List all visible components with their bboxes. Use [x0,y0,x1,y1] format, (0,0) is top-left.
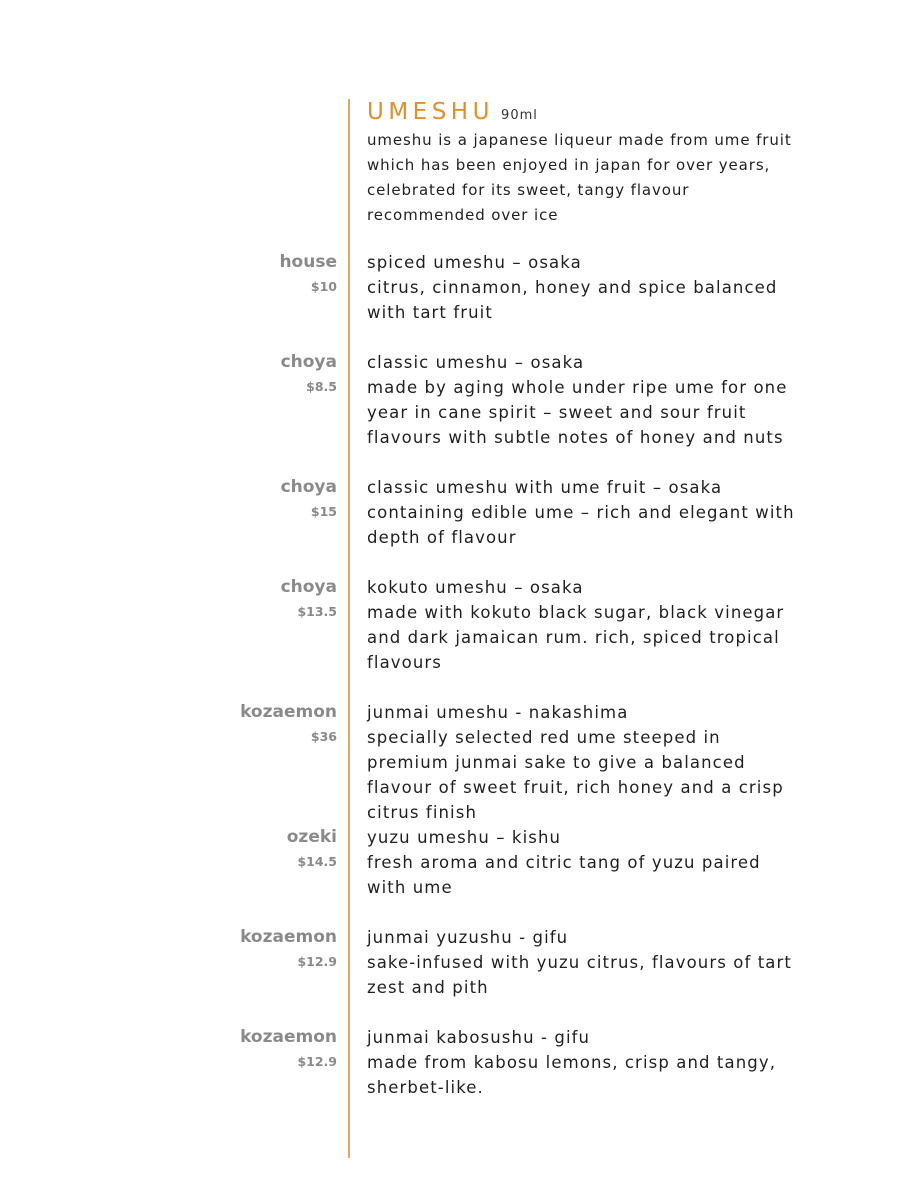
item-name: junmai kabosushu - gifu [367,1028,591,1047]
title-row [367,96,807,128]
item-name: classic umeshu with ume fruit – osaka [367,478,723,497]
item-price: $12.9 [297,1054,337,1069]
item-price: $10 [310,279,337,294]
item-price: $8.5 [306,379,337,394]
item-description: made from kabosu lemons, crisp and tangy, sherbet-like. [367,1053,777,1097]
item-name: yuzu umeshu – kishu [367,828,562,847]
item-producer: kozaemon [240,702,337,722]
item-description: citrus, cinnamon, honey and spice balanced with tart fruit [367,278,778,322]
item-description: containing edible ume – rich and elegant with depth of flavour [367,503,795,547]
item-producer: choya [280,477,337,497]
item-producer: choya [280,577,337,597]
item-description: made with kokuto black sugar, black vinegar and dark jamaican rum. rich, spiced tropical flavours [367,603,785,672]
item-producer: choya [280,352,337,372]
section-header [367,96,807,228]
serving-volume: 90ml [501,108,538,123]
item-producer: kozaemon [240,1027,337,1047]
item-price: $12.9 [297,954,337,969]
item-price: $14.5 [297,854,337,869]
item-text [367,475,797,550]
vertical-divider [348,99,350,1158]
item-text [367,825,797,900]
item-name: junmai umeshu - nakashima [367,703,629,722]
item-price: $15 [310,504,337,519]
item-name: junmai yuzushu - gifu [367,928,569,947]
item-description: specially selected red ume steeped in premium junmai sake to give a balanced flavour of sweet fruit, rich honey and a crisp citrus finish [367,728,784,822]
item-description: fresh aroma and citric tang of yuzu paired with ume [367,853,761,897]
item-producer: house [279,252,337,272]
item-price: $13.5 [297,604,337,619]
item-text [367,575,797,675]
item-producer: ozeki [286,827,337,847]
item-name: kokuto umeshu – osaka [367,578,584,597]
section-intro: umeshu is a japanese liqueur made from ume fruit which has been enjoyed in japan for over years, celebrated for its sweet, tangy flavour recommended over ice [367,131,792,224]
item-producer: kozaemon [240,927,337,947]
item-text [367,700,797,825]
item-text [367,1025,797,1100]
item-price: $36 [310,729,337,744]
section-title: UMESHU [367,99,494,125]
item-name: spiced umeshu – osaka [367,253,582,272]
item-name: classic umeshu – osaka [367,353,585,372]
item-description: sake-infused with yuzu citrus, flavours of tart zest and pith [367,953,792,997]
item-text [367,925,797,1000]
item-description: made by aging whole under ripe ume for one year in cane spirit – sweet and sour fruit flavours with subtle notes of honey and nuts [367,378,788,447]
item-text [367,350,797,450]
item-text [367,250,797,325]
